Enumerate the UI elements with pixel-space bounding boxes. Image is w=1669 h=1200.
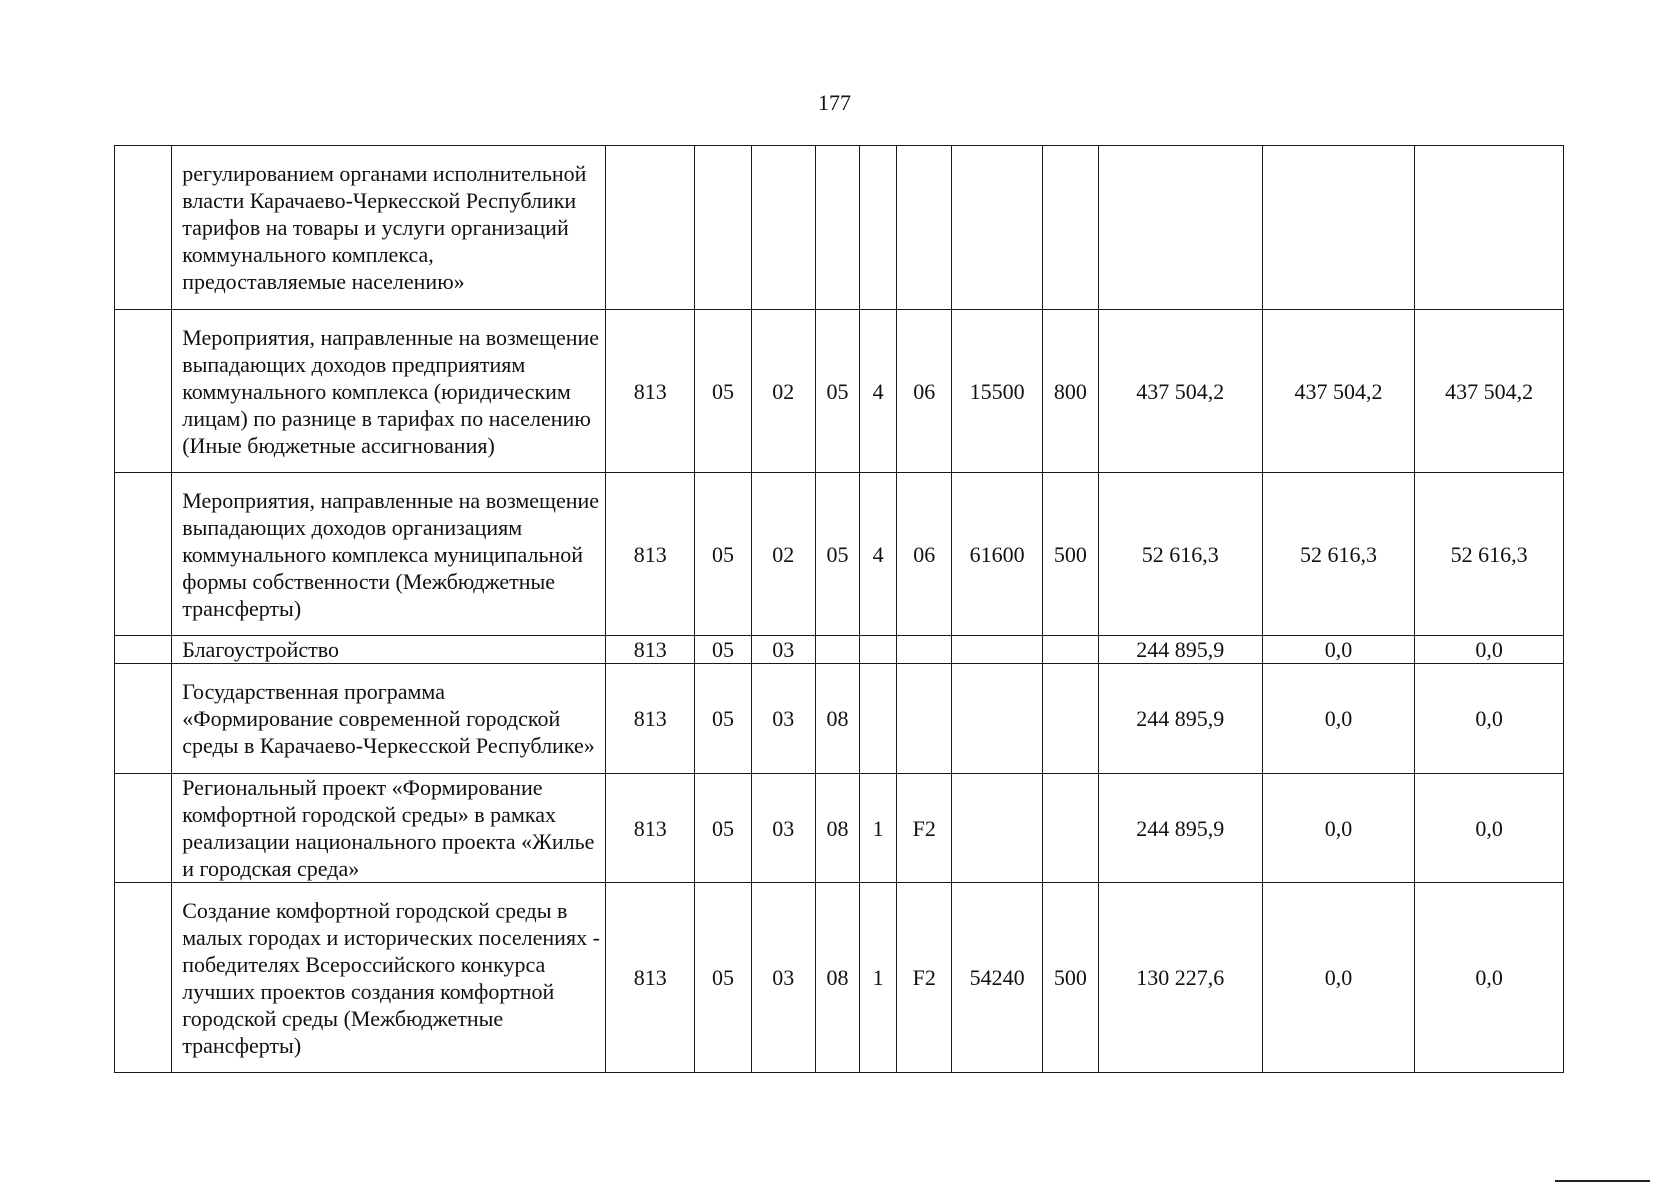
subprogram-code-cell	[860, 664, 897, 774]
event-code-cell	[897, 146, 952, 310]
amount-year1-cell: 244 895,9	[1098, 664, 1262, 774]
amount-year3-cell: 0,0	[1415, 774, 1564, 883]
amount-year3-cell: 0,0	[1415, 664, 1564, 774]
amount-year3-cell: 52 616,3	[1415, 473, 1564, 636]
event-code-cell	[897, 636, 952, 664]
direction-code-cell: 15500	[952, 310, 1042, 473]
table-row	[115, 473, 1564, 636]
row-description: Региональный проект «Формирование комфортной городской среды» в рамках реализации национального проекта «Жилье и городская среда»	[172, 774, 606, 883]
event-code-cell: 06	[897, 310, 952, 473]
section-code-cell: 05	[695, 310, 751, 473]
row-number-cell	[115, 310, 172, 473]
amount-year2-cell: 0,0	[1262, 883, 1415, 1073]
table-row	[115, 636, 1564, 664]
subprogram-code-cell: 4	[860, 473, 897, 636]
subsection-code-cell	[751, 146, 815, 310]
ministry-code-cell: 813	[606, 310, 695, 473]
amount-year3-cell	[1415, 146, 1564, 310]
section-code-cell: 05	[695, 883, 751, 1073]
section-code-cell: 05	[695, 636, 751, 664]
row-description: Благоустройство	[172, 636, 606, 664]
direction-code-cell	[952, 146, 1042, 310]
amount-year3-cell: 0,0	[1415, 883, 1564, 1073]
row-number-cell	[115, 636, 172, 664]
row-number-cell	[115, 883, 172, 1073]
amount-year2-cell: 0,0	[1262, 636, 1415, 664]
row-description: Мероприятия, направленные на возмещение выпадающих доходов предприятиям коммунального комплекса (юридическим лицам) по разнице в тарифах по населению (Иные бюджетные ассигнования)	[172, 310, 606, 473]
event-code-cell: F2	[897, 883, 952, 1073]
event-code-cell	[897, 664, 952, 774]
amount-year3-cell: 0,0	[1415, 636, 1564, 664]
subprogram-code-cell: 1	[860, 883, 897, 1073]
amount-year2-cell: 0,0	[1262, 664, 1415, 774]
expense-type-cell	[1042, 636, 1098, 664]
program-code-cell: 05	[815, 310, 859, 473]
page-number: 177	[818, 90, 851, 115]
row-description: Создание комфортной городской среды в малых городах и исторических поселениях - победителях Всероссийского конкурса лучших проектов создания комфортной городской среды (Межбюджетные трансферты)	[172, 883, 606, 1073]
program-code-cell: 05	[815, 473, 859, 636]
subsection-code-cell: 03	[751, 774, 815, 883]
amount-year1-cell: 244 895,9	[1098, 636, 1262, 664]
expense-type-cell: 800	[1042, 310, 1098, 473]
direction-code-cell	[952, 664, 1042, 774]
table-row	[115, 146, 1564, 310]
expense-type-cell	[1042, 664, 1098, 774]
subprogram-code-cell	[860, 146, 897, 310]
ministry-code-cell	[606, 146, 695, 310]
row-number-cell	[115, 774, 172, 883]
subprogram-code-cell	[860, 636, 897, 664]
ministry-code-cell: 813	[606, 473, 695, 636]
amount-year1-cell: 437 504,2	[1098, 310, 1262, 473]
expense-type-cell: 500	[1042, 883, 1098, 1073]
footer-rule	[1555, 1180, 1650, 1182]
table-row	[115, 310, 1564, 473]
subsection-code-cell: 02	[751, 310, 815, 473]
subsection-code-cell: 03	[751, 636, 815, 664]
row-description: регулированием органами исполнительной власти Карачаево-Черкесской Республики тарифов на товары и услуги организаций коммунального комплекса, предоставляемые населению»	[172, 146, 606, 310]
budget-table	[114, 145, 1564, 1073]
amount-year2-cell	[1262, 146, 1415, 310]
amount-year2-cell: 0,0	[1262, 774, 1415, 883]
row-number-cell	[115, 473, 172, 636]
table-row	[115, 883, 1564, 1073]
event-code-cell: F2	[897, 774, 952, 883]
ministry-code-cell: 813	[606, 883, 695, 1073]
expense-type-cell	[1042, 146, 1098, 310]
direction-code-cell	[952, 774, 1042, 883]
section-code-cell: 05	[695, 473, 751, 636]
program-code-cell: 08	[815, 664, 859, 774]
section-code-cell: 05	[695, 664, 751, 774]
amount-year1-cell: 130 227,6	[1098, 883, 1262, 1073]
table-row	[115, 664, 1564, 774]
section-code-cell: 05	[695, 774, 751, 883]
subsection-code-cell: 02	[751, 473, 815, 636]
ministry-code-cell: 813	[606, 664, 695, 774]
amount-year1-cell: 52 616,3	[1098, 473, 1262, 636]
row-description: Мероприятия, направленные на возмещение выпадающих доходов организациям коммунального комплекса муниципальной формы собственности (Межбюджетные трансферты)	[172, 473, 606, 636]
program-code-cell: 08	[815, 883, 859, 1073]
subsection-code-cell: 03	[751, 883, 815, 1073]
amount-year1-cell	[1098, 146, 1262, 310]
ministry-code-cell: 813	[606, 636, 695, 664]
subsection-code-cell: 03	[751, 664, 815, 774]
direction-code-cell	[952, 636, 1042, 664]
program-code-cell	[815, 636, 859, 664]
subprogram-code-cell: 4	[860, 310, 897, 473]
amount-year2-cell: 52 616,3	[1262, 473, 1415, 636]
expense-type-cell: 500	[1042, 473, 1098, 636]
row-number-cell	[115, 664, 172, 774]
table-row	[115, 774, 1564, 883]
amount-year1-cell: 244 895,9	[1098, 774, 1262, 883]
event-code-cell: 06	[897, 473, 952, 636]
program-code-cell	[815, 146, 859, 310]
amount-year2-cell: 437 504,2	[1262, 310, 1415, 473]
subprogram-code-cell: 1	[860, 774, 897, 883]
row-number-cell	[115, 146, 172, 310]
ministry-code-cell: 813	[606, 774, 695, 883]
program-code-cell: 08	[815, 774, 859, 883]
row-description: Государственная программа «Формирование современной городской среды в Карачаево-Черкесской Республике»	[172, 664, 606, 774]
amount-year3-cell: 437 504,2	[1415, 310, 1564, 473]
direction-code-cell: 54240	[952, 883, 1042, 1073]
section-code-cell	[695, 146, 751, 310]
expense-type-cell	[1042, 774, 1098, 883]
direction-code-cell: 61600	[952, 473, 1042, 636]
